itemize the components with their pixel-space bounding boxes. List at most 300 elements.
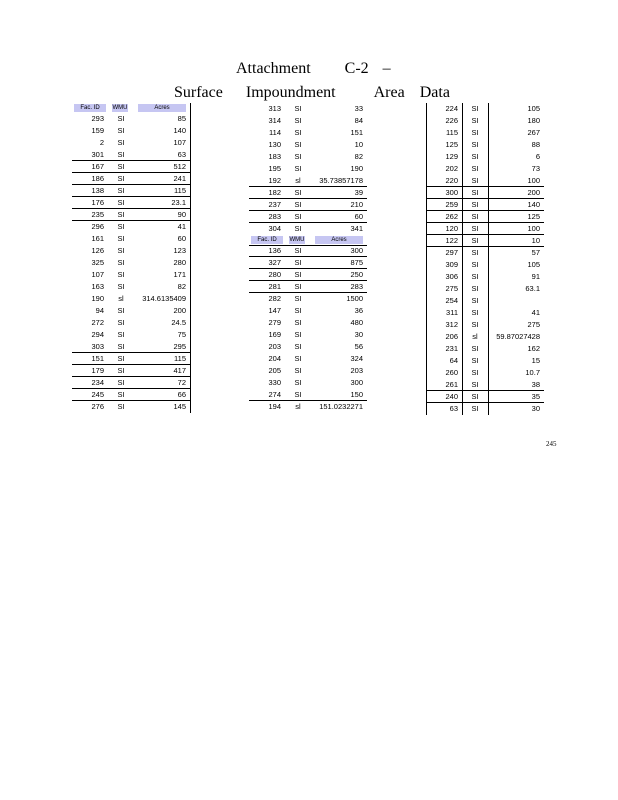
cell-fac-id: 304: [268, 224, 281, 233]
cell-wmu: SI: [471, 212, 479, 221]
cell-fac-id: 306: [445, 272, 458, 281]
cell-fac-id: 260: [445, 368, 458, 377]
cell-acres: 145: [173, 402, 186, 411]
cell-acres: 10: [531, 236, 540, 245]
cell-acres: 100: [527, 176, 540, 185]
cell-fac-id: 194: [268, 402, 281, 411]
cell-wmu: SI: [117, 234, 125, 243]
cell-wmu: SI: [471, 368, 479, 377]
table-row: [249, 151, 367, 163]
cell-wmu: SI: [294, 294, 302, 303]
cell-fac-id: 235: [91, 210, 104, 219]
table-row: [426, 319, 544, 331]
cell-acres: 150: [350, 390, 363, 399]
table-row: [426, 235, 544, 247]
cell-fac-id: 296: [91, 222, 104, 231]
cell-acres: 151.0232271: [319, 402, 363, 411]
title-word: C-2: [344, 60, 369, 77]
cell-acres: 82: [354, 152, 363, 161]
cell-acres: 203: [350, 366, 363, 375]
table-row: [249, 163, 367, 175]
cell-wmu: SI: [117, 342, 125, 351]
cell-acres: 480: [350, 318, 363, 327]
cell-acres: 33: [354, 104, 363, 113]
cell-wmu: SI: [117, 150, 125, 159]
cell-wmu: SI: [294, 128, 302, 137]
cell-acres: 324: [350, 354, 363, 363]
page-number: 245: [546, 440, 557, 448]
table-row: [72, 329, 190, 341]
table-column-group-3: [426, 103, 544, 415]
table-row: [426, 391, 544, 403]
cell-acres: 82: [177, 282, 186, 291]
cell-wmu: SI: [471, 116, 479, 125]
table-row: [249, 103, 367, 115]
table-row: [72, 149, 190, 161]
cell-wmu: SI: [117, 378, 125, 387]
cell-acres: 66: [177, 390, 186, 399]
cell-acres: 180: [527, 116, 540, 125]
table-row: [249, 139, 367, 151]
cell-fac-id: 122: [445, 236, 458, 245]
cell-wmu: SI: [471, 140, 479, 149]
cell-acres: 200: [527, 188, 540, 197]
cell-fac-id: 254: [445, 296, 458, 305]
cell-acres: 314.6135409: [142, 294, 186, 303]
cell-wmu: SI: [117, 174, 125, 183]
table-row: [72, 281, 190, 293]
table-row: [72, 353, 190, 365]
cell-wmu: sl: [295, 176, 301, 185]
cell-fac-id: 204: [268, 354, 281, 363]
cell-fac-id: 280: [268, 270, 281, 279]
table-row: [72, 317, 190, 329]
cell-fac-id: 115: [446, 128, 458, 137]
cell-wmu: SI: [294, 258, 302, 267]
table-row: [72, 197, 190, 209]
cell-wmu: SI: [294, 378, 302, 387]
cell-fac-id: 163: [91, 282, 104, 291]
table-rows: [249, 103, 367, 235]
cell-fac-id: 237: [268, 200, 281, 209]
cell-wmu: SI: [471, 200, 479, 209]
cell-acres: [488, 295, 540, 307]
table-row: [72, 401, 190, 413]
cell-acres: 39: [354, 188, 363, 197]
table-row: [249, 175, 367, 187]
cell-fac-id: 176: [91, 198, 104, 207]
cell-fac-id: 245: [91, 390, 104, 399]
cell-acres: 60: [354, 212, 363, 221]
cell-fac-id: 183: [268, 152, 281, 161]
table-row: [426, 103, 544, 115]
cell-wmu: SI: [471, 392, 479, 401]
cell-acres: 275: [527, 320, 540, 329]
cell-wmu: SI: [117, 318, 125, 327]
table-row: [426, 211, 544, 223]
table-rows: [72, 113, 190, 413]
cell-wmu: SI: [294, 212, 302, 221]
cell-wmu: SI: [117, 366, 125, 375]
cell-wmu: SI: [471, 104, 479, 113]
table-row: [72, 125, 190, 137]
table-row: [426, 199, 544, 211]
table-row: [72, 137, 190, 149]
cell-wmu: SI: [294, 366, 302, 375]
cell-wmu: sl: [295, 402, 301, 411]
cell-acres: 140: [527, 200, 540, 209]
cell-acres: 75: [177, 330, 186, 339]
cell-fac-id: 313: [268, 104, 281, 113]
table-row: [249, 281, 367, 293]
cell-wmu: SI: [294, 164, 302, 173]
table-row: [72, 293, 190, 305]
table-row: [249, 211, 367, 223]
cell-fac-id: 64: [449, 356, 458, 365]
table-row: [249, 187, 367, 199]
cell-fac-id: 126: [91, 246, 104, 255]
table-row: [426, 403, 544, 415]
table-row: [426, 127, 544, 139]
cell-acres: 41: [177, 222, 186, 231]
cell-acres: 10.7: [525, 368, 540, 377]
cell-acres: 30: [354, 330, 363, 339]
table-row: [426, 355, 544, 367]
table-rows: [249, 245, 367, 413]
table-column-group-1: [72, 103, 190, 413]
cell-fac-id: 192: [268, 176, 281, 185]
cell-fac-id: 312: [445, 320, 458, 329]
cell-acres: 15: [531, 356, 540, 365]
cell-wmu: SI: [471, 296, 479, 305]
table-row: [72, 233, 190, 245]
cell-acres: 23.1: [171, 198, 186, 207]
cell-fac-id: 301: [91, 150, 104, 159]
table-row: [426, 151, 544, 163]
cell-fac-id: 240: [445, 392, 458, 401]
cell-fac-id: 224: [445, 104, 458, 113]
cell-wmu: SI: [294, 306, 302, 315]
cell-wmu: SI: [471, 320, 479, 329]
cell-fac-id: 297: [445, 248, 458, 257]
cell-fac-id: 226: [445, 116, 458, 125]
cell-acres: 151: [350, 128, 363, 137]
table-row: [426, 115, 544, 127]
cell-fac-id: 272: [91, 318, 104, 327]
cell-fac-id: 169: [268, 330, 281, 339]
cell-acres: 295: [173, 342, 186, 351]
cell-fac-id: 220: [445, 176, 458, 185]
cell-wmu: SI: [117, 210, 125, 219]
table-row: [249, 329, 367, 341]
cell-fac-id: 120: [445, 224, 458, 233]
cell-fac-id: 203: [268, 342, 281, 351]
header-wmu: WMU: [289, 237, 305, 243]
cell-acres: 200: [173, 306, 186, 315]
table-row: [249, 245, 367, 257]
cell-wmu: SI: [471, 128, 479, 137]
cell-wmu: sl: [472, 332, 478, 341]
title-word: Surface: [174, 84, 223, 101]
table-row: [426, 139, 544, 151]
document-title-line-1: [236, 60, 391, 78]
cell-acres: 280: [173, 258, 186, 267]
cell-fac-id: 231: [445, 344, 458, 353]
cell-fac-id: 161: [91, 234, 104, 243]
document-title-line-2: [174, 84, 450, 102]
table-column-group-2: [249, 103, 367, 413]
cell-acres: 107: [173, 138, 186, 147]
cell-wmu: SI: [117, 198, 125, 207]
table-row: [426, 187, 544, 199]
table-row: [426, 271, 544, 283]
cell-wmu: SI: [294, 390, 302, 399]
cell-fac-id: 259: [445, 200, 458, 209]
table-row: [426, 295, 544, 307]
cell-fac-id: 330: [268, 378, 281, 387]
cell-wmu: SI: [471, 152, 479, 161]
cell-acres: 140: [173, 126, 186, 135]
table-header: [249, 235, 367, 245]
cell-acres: 1500: [346, 294, 363, 303]
cell-acres: 123: [173, 246, 186, 255]
cell-wmu: SI: [294, 188, 302, 197]
table-row: [72, 209, 190, 221]
table-row: [72, 113, 190, 125]
cell-acres: 341: [350, 224, 363, 233]
cell-wmu: SI: [294, 116, 302, 125]
cell-wmu: SI: [294, 200, 302, 209]
table-row: [72, 341, 190, 353]
header-acres: Acres: [138, 104, 186, 112]
table-row: [249, 389, 367, 401]
cell-wmu: SI: [117, 270, 125, 279]
cell-acres: 57: [531, 248, 540, 257]
table-row: [426, 163, 544, 175]
cell-fac-id: 94: [95, 306, 104, 315]
cell-acres: 59.87027428: [496, 332, 540, 341]
table-row: [249, 305, 367, 317]
cell-fac-id: 206: [445, 332, 458, 341]
table-row: [249, 293, 367, 305]
table-row: [426, 307, 544, 319]
table-row: [249, 317, 367, 329]
table-row: [72, 305, 190, 317]
header-wmu: WMU: [112, 105, 128, 111]
cell-wmu: SI: [294, 342, 302, 351]
cell-acres: 91: [531, 272, 540, 281]
title-word: Area: [373, 84, 405, 101]
cell-acres: 72: [177, 378, 186, 387]
cell-acres: 512: [173, 162, 186, 171]
cell-wmu: SI: [294, 246, 302, 255]
cell-acres: 90: [177, 210, 186, 219]
cell-fac-id: 261: [445, 380, 458, 389]
cell-acres: 63.1: [525, 284, 540, 293]
table-row: [426, 175, 544, 187]
cell-fac-id: 202: [445, 164, 458, 173]
header-fac-id: Fac. ID: [74, 104, 106, 112]
cell-acres: 115: [174, 186, 186, 195]
cell-acres: 210: [350, 200, 363, 209]
cell-fac-id: 182: [268, 188, 281, 197]
cell-wmu: SI: [294, 270, 302, 279]
cell-fac-id: 309: [445, 260, 458, 269]
cell-wmu: SI: [117, 162, 125, 171]
cell-wmu: SI: [294, 224, 302, 233]
table-rows: [426, 103, 544, 415]
cell-wmu: SI: [471, 404, 479, 413]
cell-wmu: SI: [471, 344, 479, 353]
cell-acres: 36: [354, 306, 363, 315]
table-row: [426, 223, 544, 235]
cell-acres: 24.5: [171, 318, 186, 327]
cell-wmu: SI: [117, 390, 125, 399]
cell-fac-id: 195: [268, 164, 281, 173]
header-fac-id: Fac. ID: [251, 236, 283, 244]
cell-acres: 88: [531, 140, 540, 149]
table-row: [72, 377, 190, 389]
table-row: [249, 257, 367, 269]
table-row: [249, 377, 367, 389]
title-word: Attachment: [236, 60, 311, 77]
cell-fac-id: 314: [268, 116, 281, 125]
cell-acres: 875: [350, 258, 363, 267]
cell-wmu: SI: [471, 260, 479, 269]
cell-acres: 35: [531, 392, 540, 401]
cell-fac-id: 262: [445, 212, 458, 221]
cell-fac-id: 234: [91, 378, 104, 387]
cell-acres: 60: [177, 234, 186, 243]
cell-acres: 73: [531, 164, 540, 173]
cell-acres: 30: [531, 404, 540, 413]
table-row: [249, 127, 367, 139]
cell-fac-id: 63: [449, 404, 458, 413]
cell-fac-id: 276: [91, 402, 104, 411]
cell-acres: 105: [527, 260, 540, 269]
cell-fac-id: 138: [91, 186, 104, 195]
cell-wmu: SI: [117, 222, 125, 231]
cell-acres: 283: [350, 282, 363, 291]
table-row: [72, 389, 190, 401]
cell-acres: 162: [527, 344, 540, 353]
cell-wmu: SI: [471, 272, 479, 281]
table-row: [72, 161, 190, 173]
cell-wmu: SI: [471, 236, 479, 245]
cell-wmu: SI: [117, 402, 125, 411]
cell-fac-id: 325: [91, 258, 104, 267]
cell-fac-id: 190: [91, 294, 104, 303]
cell-acres: 417: [173, 366, 186, 375]
cell-fac-id: 303: [91, 342, 104, 351]
cell-wmu: SI: [117, 282, 125, 291]
cell-acres: 300: [350, 378, 363, 387]
cell-fac-id: 274: [268, 390, 281, 399]
cell-wmu: SI: [117, 186, 125, 195]
cell-fac-id: 275: [445, 284, 458, 293]
cell-acres: 10: [354, 140, 363, 149]
cell-wmu: SI: [471, 164, 479, 173]
cell-fac-id: 311: [446, 308, 458, 317]
cell-acres: 63: [177, 150, 186, 159]
cell-wmu: SI: [117, 354, 125, 363]
table-row: [249, 353, 367, 365]
cell-wmu: SI: [471, 284, 479, 293]
table-row: [249, 199, 367, 211]
table-row: [426, 283, 544, 295]
cell-wmu: SI: [294, 282, 302, 291]
cell-fac-id: 282: [268, 294, 281, 303]
cell-acres: 171: [173, 270, 186, 279]
cell-wmu: SI: [471, 224, 479, 233]
table-header: [72, 103, 190, 113]
cell-acres: 241: [173, 174, 186, 183]
cell-wmu: SI: [117, 126, 125, 135]
cell-acres: 100: [527, 224, 540, 233]
cell-wmu: SI: [117, 306, 125, 315]
cell-acres: 6: [535, 152, 540, 161]
cell-wmu: SI: [117, 138, 125, 147]
title-word: Data: [419, 84, 450, 101]
cell-wmu: SI: [294, 140, 302, 149]
table-row: [249, 269, 367, 281]
table-row: [72, 245, 190, 257]
cell-fac-id: 327: [268, 258, 281, 267]
title-word: –: [382, 60, 391, 77]
cell-wmu: SI: [471, 356, 479, 365]
cell-wmu: SI: [117, 258, 125, 267]
cell-wmu: SI: [471, 248, 479, 257]
cell-fac-id: 294: [91, 330, 104, 339]
cell-wmu: SI: [471, 308, 479, 317]
cell-acres: 250: [350, 270, 363, 279]
cell-fac-id: 147: [268, 306, 281, 315]
cell-fac-id: 107: [91, 270, 104, 279]
cell-fac-id: 125: [445, 140, 458, 149]
cell-acres: 300: [350, 246, 363, 255]
header-acres: Acres: [315, 236, 363, 244]
cell-fac-id: 114: [269, 128, 281, 137]
table-row: [249, 115, 367, 127]
table-row: [249, 401, 367, 413]
cell-fac-id: 186: [91, 174, 104, 183]
cell-wmu: SI: [471, 380, 479, 389]
cell-wmu: SI: [294, 318, 302, 327]
cell-fac-id: 283: [268, 212, 281, 221]
table-row: [426, 343, 544, 355]
table-row: [72, 269, 190, 281]
table-row: [426, 331, 544, 343]
cell-acres: 105: [527, 104, 540, 113]
cell-wmu: SI: [471, 188, 479, 197]
cell-acres: 125: [527, 212, 540, 221]
table-row: [72, 173, 190, 185]
cell-fac-id: 167: [91, 162, 104, 171]
cell-acres: 267: [527, 128, 540, 137]
cell-acres: 38: [531, 380, 540, 389]
table-row: [426, 367, 544, 379]
cell-acres: 115: [174, 354, 186, 363]
cell-acres: 41: [531, 308, 540, 317]
cell-fac-id: 179: [91, 366, 104, 375]
table-row: [426, 259, 544, 271]
table-row: [426, 379, 544, 391]
cell-fac-id: 136: [268, 246, 281, 255]
cell-wmu: SI: [294, 152, 302, 161]
cell-fac-id: 205: [268, 366, 281, 375]
cell-acres: 190: [350, 164, 363, 173]
cell-fac-id: 279: [268, 318, 281, 327]
